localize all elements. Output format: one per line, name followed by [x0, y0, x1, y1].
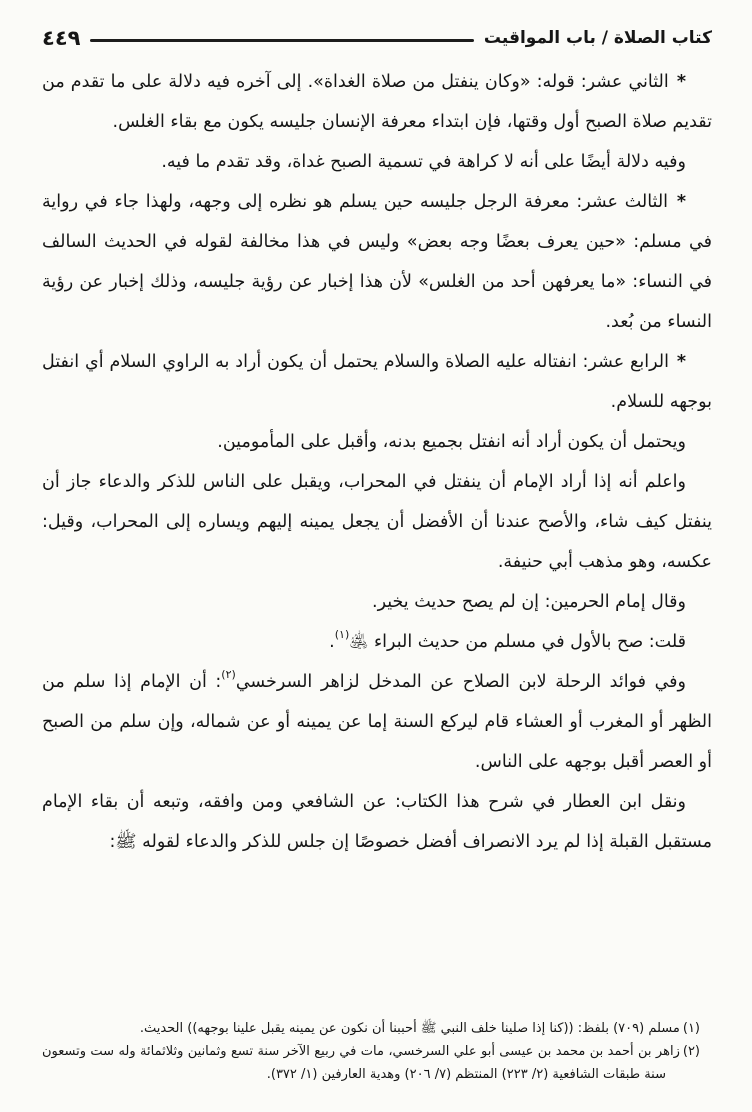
paragraph — [42, 142, 712, 182]
footnote-text: زاهر بن أحمد بن محمد بن عيسى أبو علي السرخسي، مات في ربيع الآخر سنة تسع وثمانين وثلاثمائة وله ست وتسعون سنة طبقات الشافعية (٢/ ٢٢٣) المنتظم (٧/ ٢٠٦) وهدية العارفين (١/ ٣٧٢). — [42, 1044, 680, 1082]
paragraph-text: ويحتمل أن يكون أراد أنه انفتل بجميع بدنه، وأقبل على المأمومين. — [217, 432, 686, 452]
paragraph — [42, 462, 712, 582]
header-rule — [90, 39, 473, 42]
footnote-number: (٢) — [682, 1044, 700, 1059]
paragraph-text: قلت: صح بالأول في مسلم من حديث البراء ﵁ — [349, 632, 686, 652]
footnote-1 — [42, 1017, 712, 1040]
paragraph — [42, 782, 712, 862]
page-number: ٤٤٩ — [42, 26, 81, 50]
footnote-ref-1: (١) — [334, 628, 350, 642]
paragraph-marker: * — [676, 352, 686, 372]
paragraph-text-cont: : أن الإمام إذا سلم من الظهر أو المغرب أو العشاء قام ليركع السنة إما عن يمينه أو عن شماله، وإن سلم من الصبح أو العصر أقبل بوجهه على الناس. — [42, 672, 712, 772]
paragraph-text: وقال إمام الحرمين: إن لم يصح حديث يخير. — [372, 592, 686, 612]
page-header — [42, 26, 712, 50]
paragraph — [42, 622, 712, 662]
paragraph-12 — [42, 62, 712, 142]
paragraph — [42, 662, 712, 782]
paragraph-text: وفيه دلالة أيضًا على أنه لا كراهة في تسمية الصبح غداة، وقد تقدم ما فيه. — [161, 152, 686, 172]
paragraph-marker: * — [676, 192, 686, 212]
paragraph-text: ونقل ابن العطار في شرح هذا الكتاب: عن الشافعي ومن وافقه، وتبعه أن بقاء الإمام مستقبل القبلة إذا لم يرد الانصراف أفضل خصوصًا إن جلس للذكر والدعاء لقوله ﷺ: — [42, 792, 712, 852]
paragraph-text: واعلم أنه إذا أراد الإمام أن ينفتل في المحراب، ويقبل على الناس للذكر والدعاء جاز أن ينفتل كيف شاء، والأصح عندنا أن الأفضل أن يجعل يمينه إليهم ويساره إلى المحراب، وقيل: عكسه، وهو مذهب أبي حنيفة. — [42, 472, 712, 572]
paragraph-text: الثاني عشر: قوله: «وكان ينفتل من صلاة الغداة». إلى آخره فيه دلالة على ما تقدم من تقديم صلاة الصبح أول وقتها، فإن ابتداء معرفة الإنسان جليسه يكون مع بقاء الغلس. — [42, 72, 712, 132]
paragraph-text: الثالث عشر: معرفة الرجل جليسه حين يسلم هو نظره إلى وجهه، ولهذا جاء في رواية في مسلم: «حين يعرف بعضًا وجه بعض» وليس في هذا مخالفة لقوله في الحديث السالف في النساء: «ما يعرفهن أحد من الغلس» لأن هذا إخبار عن رؤية جليسه، وذلك إخبار عن رؤية النساء من بُعد. — [42, 192, 712, 332]
footnote-text: مسلم (٧٠٩) بلفظ: ((كنا إذا صلينا خلف النبي ﷺ أحببنا أن نكون عن يمينه يقبل علينا بوجهه)) الحديث. — [139, 1021, 680, 1036]
footnotes-section — [42, 1017, 712, 1086]
paragraph-text-cont: . — [329, 632, 335, 652]
paragraph-text: الرابع عشر: انفتاله عليه الصلاة والسلام يحتمل أن يكون أراد به الراوي السلام أي انفتل بوجهه للسلام. — [42, 352, 712, 412]
chapter-title: كتاب الصلاة / باب المواقيت — [483, 28, 712, 48]
footnote-ref-2: (٢) — [221, 668, 236, 682]
page-body — [42, 62, 712, 862]
footnote-number: (١) — [682, 1021, 700, 1036]
paragraph-13 — [42, 182, 712, 342]
footnote-2 — [42, 1040, 712, 1086]
paragraph-14 — [42, 342, 712, 422]
paragraph — [42, 582, 712, 622]
paragraph-marker: * — [676, 72, 686, 92]
paragraph — [42, 422, 712, 462]
paragraph-text: وفي فوائد الرحلة لابن الصلاح عن المدخل لزاهر السرخسي — [235, 672, 686, 692]
